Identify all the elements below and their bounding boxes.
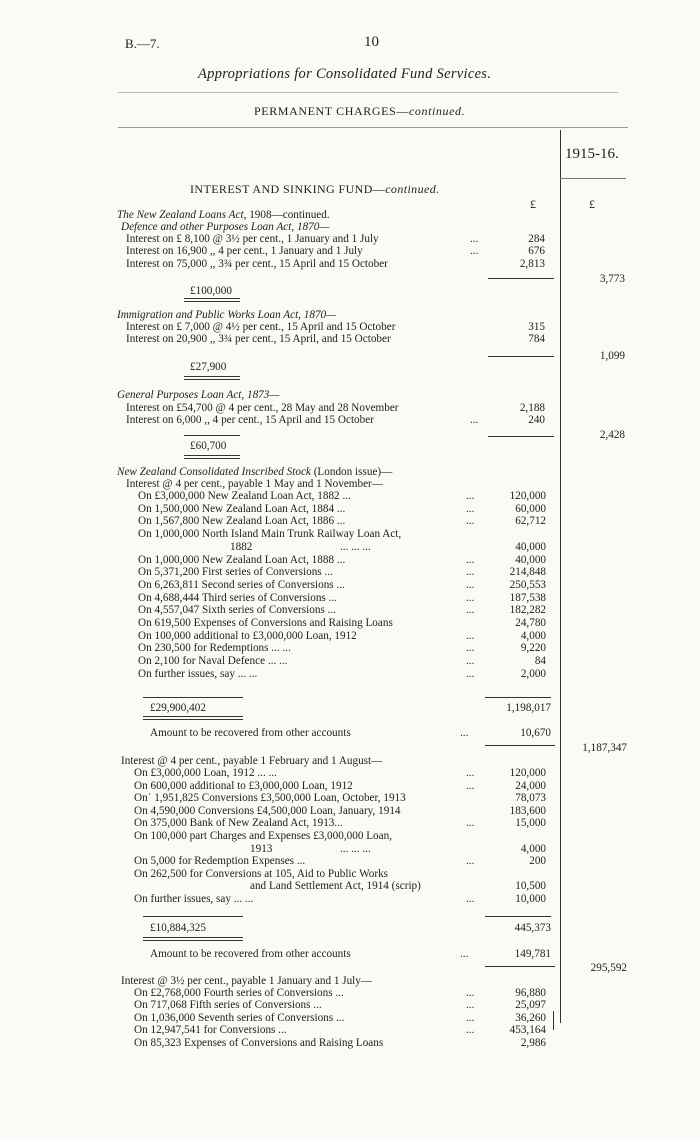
nz-loans-total-rule-2 bbox=[184, 301, 240, 302]
jan-jul-line-amount: 36,260 bbox=[515, 1011, 546, 1024]
feb-aug-line-text: On 262,500 for Conversions at 105, Aid to Public Works bbox=[134, 867, 389, 880]
consolidated-line-dots: ... bbox=[466, 490, 475, 502]
consolidated-recover-amount: 10,670 bbox=[520, 727, 551, 739]
page-subtitle bbox=[254, 104, 465, 119]
nz-loans-line-text: Interest on 75,000 ,, 3¾ per cent., 15 April and 15 October bbox=[126, 257, 388, 270]
general-total-rule-1 bbox=[184, 455, 240, 456]
consolidated-line-amount: 62,712 bbox=[515, 515, 546, 528]
jan-jul-line-amount: 96,880 bbox=[515, 987, 546, 999]
consolidated-line-dots: ... bbox=[466, 604, 475, 617]
jan-jul-line-dots: ... bbox=[466, 1011, 475, 1024]
jan-jul-line-dots: ... bbox=[466, 1024, 475, 1037]
feb-aug-line-amount: 24,000 bbox=[515, 779, 546, 792]
consolidated-line-dots: ... bbox=[466, 515, 475, 528]
feb-aug-total-rule-2 bbox=[143, 940, 243, 941]
feb-aug-line-amount: 183,600 bbox=[509, 804, 546, 817]
consolidated-line-amount: 120,000 bbox=[509, 490, 546, 502]
feb-aug-recover-rule bbox=[485, 966, 555, 967]
page-number: 10 bbox=[364, 34, 379, 50]
consolidated-line-text: On 619,500 Expenses of Conversions and Raising Loans bbox=[138, 617, 393, 629]
feb-aug-line-dots: ... bbox=[466, 893, 475, 905]
page-ref: B.—7. bbox=[125, 36, 160, 51]
consolidated-line-amount: 9,220 bbox=[520, 642, 546, 655]
consolidated-line-amount: 250,553 bbox=[509, 578, 546, 591]
nz-loans-heading-rest: 1908—continued. bbox=[246, 209, 330, 221]
immigration-total-rule-1 bbox=[184, 376, 240, 377]
consolidated-line-amount: 4,000 bbox=[520, 629, 546, 642]
nz-loans-heading bbox=[117, 209, 330, 221]
consolidated-heading-rest: (London issue)— bbox=[310, 466, 393, 478]
general-line-amount: 2,188 bbox=[519, 402, 545, 414]
immigration-line-text: Interest on 20,900 ,, 3¾ per cent., 15 April, and 15 October bbox=[126, 333, 391, 346]
feb-aug-line-amount: 15,000 bbox=[515, 817, 546, 830]
consolidated-recover-rule bbox=[485, 745, 555, 746]
consolidated-line-amount: 24,780 bbox=[515, 617, 546, 629]
consolidated-line-amount: 187,538 bbox=[509, 591, 546, 604]
consolidated-total-rule-1 bbox=[143, 716, 243, 717]
consolidated-line-text: On 4,557,047 Sixth series of Conversions ... bbox=[138, 604, 336, 617]
general-sum-rule bbox=[488, 436, 554, 437]
consolidated-line-amount: 2,000 bbox=[520, 667, 546, 680]
general-total-rule-2 bbox=[184, 458, 240, 459]
feb-aug-line-dots: ... bbox=[466, 779, 475, 792]
year-column-rule bbox=[560, 130, 561, 1023]
nz-loans-line-amount: 2,813 bbox=[519, 257, 545, 270]
feb-aug-line-text: On further issues, say ... ... bbox=[134, 893, 254, 905]
consolidated-line-dots: ... bbox=[466, 629, 475, 642]
consolidated-intro: Interest @ 4 per cent., payable 1 May and 1 November— bbox=[126, 478, 383, 490]
page-title: Appropriations for Consolidated Fund Services. bbox=[198, 66, 492, 82]
nz-loans-line-text: Interest on £ 8,100 @ 3½ per cent., 1 January and 1 July bbox=[126, 233, 379, 245]
nz-loans-total: £100,000 bbox=[190, 285, 232, 297]
year-header-rule bbox=[560, 178, 626, 179]
section-heading bbox=[190, 182, 440, 197]
nz-loans-line-dots: ... bbox=[470, 245, 479, 258]
header-rule bbox=[118, 92, 618, 93]
defence-loan-heading: Defence and other Purposes Loan Act, 1870— bbox=[121, 221, 330, 233]
consolidated-line-text: On 2,100 for Naval Defence ... ... bbox=[138, 655, 288, 668]
consolidated-line-amount: 40,000 bbox=[515, 540, 546, 553]
feb-aug-line-amount: 200 bbox=[529, 855, 546, 868]
nz-loans-year-total: 3,773 bbox=[599, 273, 625, 285]
feb-aug-subtotal: 445,373 bbox=[514, 922, 551, 934]
consolidated-line-text: On 1,000,000 North Island Main Trunk Railway Loan Act, bbox=[138, 528, 402, 541]
consolidated-line-dots: ... ... ... bbox=[340, 540, 371, 553]
feb-aug-line-amount: 10,000 bbox=[515, 893, 546, 905]
consolidated-total: £29,900,402 bbox=[150, 702, 206, 714]
consolidated-line-dots: ... bbox=[466, 502, 475, 515]
section-main: INTEREST AND SINKING FUND— bbox=[190, 182, 386, 196]
immigration-line-text: Interest on £ 7,000 @ 4½ per cent., 15 April and 15 October bbox=[126, 321, 396, 333]
feb-aug-line-text: 1913 bbox=[250, 842, 273, 855]
nz-loans-line-dots: ... bbox=[470, 233, 479, 245]
jan-jul-line-text: On 85,323 Expenses of Conversions and Raising Loans bbox=[134, 1036, 384, 1049]
immigration-line-amount: 784 bbox=[528, 333, 545, 346]
consolidated-line-dots: ... bbox=[466, 667, 475, 680]
feb-aug-total-rule-top bbox=[143, 916, 243, 917]
feb-aug-recover-amount: 149,781 bbox=[514, 948, 551, 960]
consolidated-recover-dots: ... bbox=[460, 727, 469, 739]
general-line-dots: ... bbox=[470, 414, 479, 427]
jan-jul-line-text: On £2,768,000 Fourth series of Conversions ... bbox=[134, 987, 344, 999]
feb-aug-line-amount: 78,073 bbox=[515, 792, 546, 805]
jan-jul-line-amount: 453,164 bbox=[509, 1024, 546, 1037]
immigration-total-rule-2 bbox=[184, 379, 240, 380]
feb-aug-line-dots: ... ... ... bbox=[340, 842, 371, 855]
feb-aug-line-amount: 10,500 bbox=[515, 880, 546, 893]
feb-aug-year-total: 295,592 bbox=[590, 962, 627, 974]
nz-loans-line-amount: 676 bbox=[528, 245, 545, 258]
nz-loans-line-text: Interest on 16,900 ,, 4 per cent., 1 January and 1 July bbox=[126, 245, 363, 258]
feb-aug-line-dots: ... bbox=[466, 855, 475, 868]
immigration-sum-rule bbox=[488, 356, 554, 357]
consolidated-total-rule-2 bbox=[143, 719, 243, 720]
nz-loans-total-rule-1 bbox=[184, 298, 240, 299]
subtitle-main: PERMANENT CHARGES— bbox=[254, 104, 409, 118]
jan-jul-brace-rule bbox=[553, 1011, 554, 1030]
jan-jul-line-amount: 25,097 bbox=[515, 999, 546, 1012]
feb-aug-line-text: On 4,590,000 Conversions £4,500,000 Loan, January, 1914 bbox=[134, 804, 401, 817]
consolidated-line-text: On 6,263,811 Second series of Conversions ... bbox=[138, 578, 345, 591]
immigration-total: £27,900 bbox=[190, 361, 227, 373]
section-continued: continued. bbox=[385, 182, 440, 196]
jan-jul-line-dots: ... bbox=[466, 999, 475, 1012]
consolidated-line-dots: ... bbox=[466, 655, 475, 668]
consolidated-line-amount: 84 bbox=[534, 655, 546, 668]
jan-jul-line-text: On 12,947,541 for Conversions ... bbox=[134, 1024, 287, 1037]
nz-loans-line-amount: 284 bbox=[528, 233, 545, 245]
jan-jul-line-amount: 2,986 bbox=[520, 1036, 546, 1049]
consolidated-line-text: On 1,500,000 New Zealand Loan Act, 1884 ... bbox=[138, 502, 346, 515]
feb-aug-total-rule-1 bbox=[143, 937, 243, 938]
general-line-text: Interest on 6,000 ,, 4 per cent., 15 April and 15 October bbox=[126, 414, 374, 427]
feb-aug-line-text: On˙ 1,951,825 Conversions £3,500,000 Loan, October, 1913 bbox=[134, 792, 406, 805]
feb-aug-line-amount: 120,000 bbox=[509, 767, 546, 779]
jan-jul-line-dots: ... bbox=[466, 987, 475, 999]
feb-aug-line-text: On 5,000 for Redemption Expenses ... bbox=[134, 855, 306, 868]
nz-loans-heading-italic: The New Zealand Loans Act, bbox=[117, 209, 247, 221]
consolidated-line-text: On further issues, say ... ... bbox=[138, 667, 258, 680]
jan-jul-intro: Interest @ 3½ per cent., payable 1 January and 1 July— bbox=[121, 975, 373, 987]
consolidated-sum-rule bbox=[485, 697, 551, 698]
feb-aug-line-amount: 4,000 bbox=[520, 842, 546, 855]
jan-jul-line-text: On 1,036,000 Seventh series of Conversions ... bbox=[134, 1011, 345, 1024]
consolidated-heading bbox=[117, 466, 392, 478]
consolidated-line-dots: ... bbox=[466, 566, 475, 579]
feb-aug-line-text: On 100,000 part Charges and Expenses £3,000,000 Loan, bbox=[134, 830, 392, 842]
general-total: £60,700 bbox=[190, 440, 227, 452]
consolidated-recover-label: Amount to be recovered from other accounts bbox=[150, 727, 351, 739]
immigration-heading: Immigration and Public Works Loan Act, 1870— bbox=[117, 309, 337, 321]
consolidated-line-dots: ... bbox=[466, 578, 475, 591]
immigration-year-total: 1,099 bbox=[599, 350, 625, 362]
consolidated-line-amount: 60,000 bbox=[515, 502, 546, 515]
consolidated-line-text: On 4,688,444 Third series of Conversions ... bbox=[138, 591, 337, 604]
feb-aug-total: £10,884,325 bbox=[150, 922, 206, 934]
pound-sign-left: £ bbox=[530, 197, 536, 211]
general-purposes-heading: General Purposes Loan Act, 1873— bbox=[117, 389, 280, 401]
subtitle-continued: continued. bbox=[408, 104, 466, 118]
consolidated-line-text: On 1,000,000 New Zealand Loan Act, 1888 ... bbox=[138, 553, 346, 566]
feb-aug-intro: Interest @ 4 per cent., payable 1 February and 1 August— bbox=[121, 755, 383, 767]
year-header: 1915-16. bbox=[565, 146, 619, 162]
feb-aug-line-text: On £3,000,000 Loan, 1912 ... ... bbox=[134, 767, 277, 779]
consolidated-line-text: On £3,000,000 New Zealand Loan Act, 1882 ... bbox=[138, 490, 351, 502]
consolidated-line-amount: 40,000 bbox=[515, 553, 546, 566]
feb-aug-recover-label: Amount to be recovered from other accounts bbox=[150, 948, 351, 960]
consolidated-line-text: On 230,500 for Redemptions ... ... bbox=[138, 642, 291, 655]
jan-jul-line-text: On 717,068 Fifth series of Conversions ... bbox=[134, 999, 322, 1012]
consolidated-line-text: On 5,371,200 First series of Conversions ... bbox=[138, 566, 333, 579]
feb-aug-recover-dots: ... bbox=[460, 948, 469, 960]
feb-aug-line-dots: ... bbox=[466, 767, 475, 779]
consolidated-line-dots: ... bbox=[466, 591, 475, 604]
consolidated-line-text: 1882 bbox=[230, 540, 253, 553]
consolidated-subtotal: 1,198,017 bbox=[506, 702, 551, 714]
consolidated-total-rule-top bbox=[143, 697, 243, 698]
feb-aug-line-text: and Land Settlement Act, 1914 (scrip) bbox=[250, 880, 421, 893]
feb-aug-sum-rule bbox=[485, 916, 551, 917]
consolidated-line-text: On 1,567,800 New Zealand Loan Act, 1886 ... bbox=[138, 515, 346, 528]
consolidated-line-amount: 182,282 bbox=[509, 604, 546, 617]
general-line-text: Interest on £54,700 @ 4 per cent., 28 May and 28 November bbox=[126, 402, 399, 414]
consolidated-heading-italic: New Zealand Consolidated Inscribed Stock bbox=[117, 466, 311, 478]
feb-aug-line-dots: ... bbox=[466, 817, 475, 830]
feb-aug-line-text: On 375,000 Bank of New Zealand Act, 1913... bbox=[134, 817, 343, 830]
nz-loans-sum-rule bbox=[488, 278, 554, 279]
consolidated-line-amount: 214,848 bbox=[509, 566, 546, 579]
consolidated-year-total: 1,187,347 bbox=[582, 742, 627, 754]
feb-aug-line-text: On 600,000 additional to £3,000,000 Loan, 1912 bbox=[134, 779, 353, 792]
general-total-rule-top bbox=[184, 435, 240, 436]
consolidated-line-dots: ... bbox=[466, 642, 475, 655]
immigration-line-amount: 315 bbox=[528, 321, 545, 333]
pound-sign-right: £ bbox=[589, 197, 595, 211]
consolidated-line-dots: ... bbox=[466, 553, 475, 566]
general-line-amount: 240 bbox=[528, 414, 545, 427]
general-year-total: 2,428 bbox=[599, 429, 625, 441]
subtitle-rule bbox=[118, 127, 628, 128]
consolidated-line-text: On 100,000 additional to £3,000,000 Loan, 1912 bbox=[138, 629, 357, 642]
